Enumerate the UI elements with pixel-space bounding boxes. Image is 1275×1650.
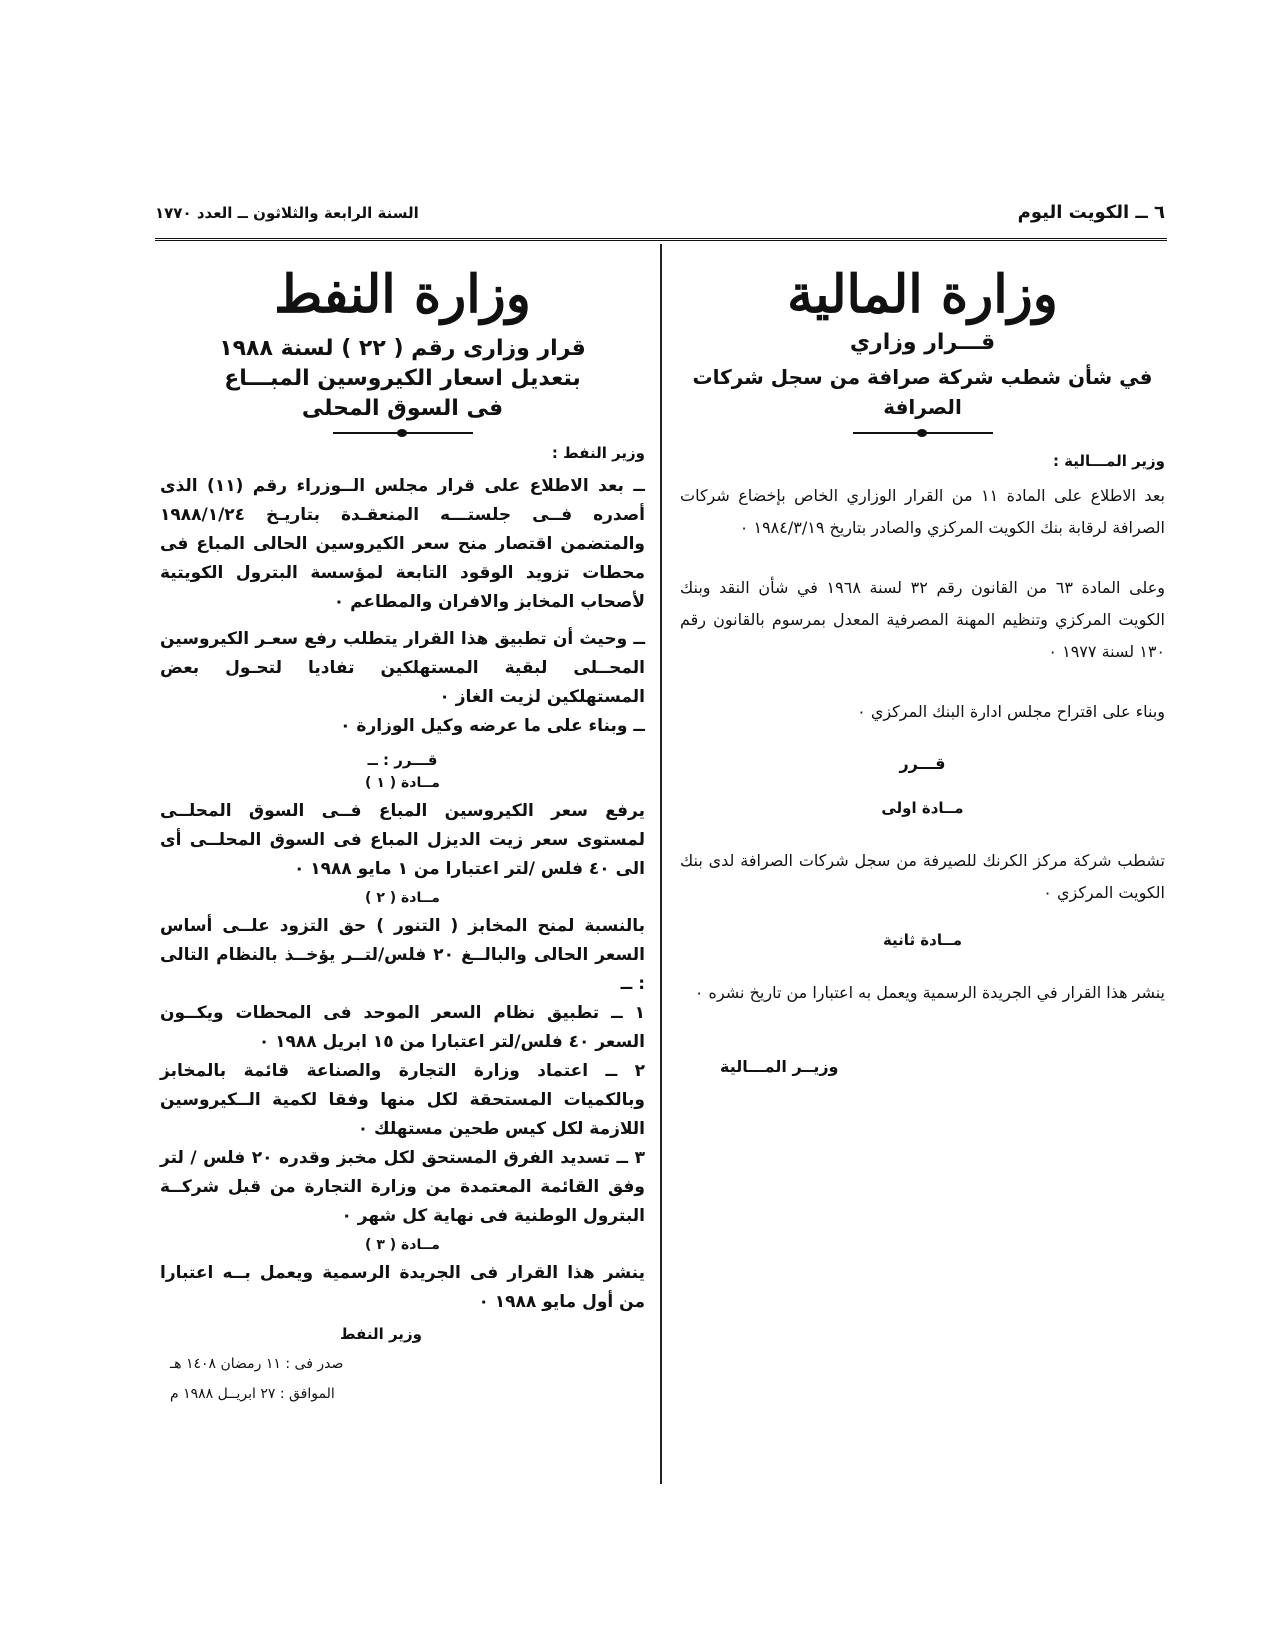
oil-subject-line-2: فى السوق المحلى [301,396,504,421]
oil-signature: وزير النفط [340,1325,422,1343]
finance-subject: في شأن شطب شركة صرافة من سجل شركات الصرافة [692,365,1153,419]
finance-paragraph-1: بعد الاطلاع على المادة ١١ من القرار الوزاري الخاص بإخضاع شركات الصرافة لرقابة بنك الكويت المركزي والصادر بتاريخ ١٩٨٤/٣/١٩ ٠ [680,486,1166,537]
header-rule [155,238,1167,241]
oil-item-2: ٢ ــ اعتماد وزارة التجارة والصناعة قائمة بالمخابز وبالكميات المستحقة لكل منها وفقا لكمية الــكيروسين اللازمة لكل كيس طحين مستهلك ٠ [160,1061,645,1139]
finance-decision-title: قـــرار وزاري [849,330,996,355]
finance-ministry-title: وزارة المالية [787,264,1058,325]
ornament-divider [853,432,993,434]
oil-subject-line-1: بتعديل اسعار الكيروسين المبـــاع [224,366,581,391]
ornament-divider [333,432,473,434]
column-divider [660,244,662,1484]
oil-issued-gregorian: الموافق : ٢٧ ابريــل ١٩٨٨ م [170,1386,335,1402]
finance-minister-heading: وزير المـــالية : [1052,452,1165,470]
oil-column [160,262,645,1409]
oil-paragraph-3: ــ وبناء على ما عرضه وكيل الوزارة ٠ [340,716,645,736]
finance-decide: قـــرر [899,754,946,773]
oil-article-3-title: مــادة ( ٣ ) [365,1237,440,1253]
oil-article-2-title: مــادة ( ٢ ) [365,890,440,906]
oil-minister-heading: وزير النفط : [551,444,645,462]
oil-article-2-text: بالنسبة لمنح المخابز ( التنور ) حق التزود علــى أساس السعر الحالى والبالــغ ٢٠ فلس/لتــر يؤخــذ بالنظام التالى : ــ [160,916,645,994]
page-header [155,198,1165,234]
finance-signature: وزيــر المـــالية [720,1057,839,1076]
oil-article-3-text: ينشر هذا القرار فى الجريدة الرسمية ويعمل بــه اعتبارا من أول مايو ١٩٨٨ ٠ [160,1263,645,1312]
finance-article-2-title: مــادة ثانية [882,931,963,949]
finance-paragraph-3: وبناء على اقتراح مجلس ادارة البنك المركزي ٠ [857,702,1165,721]
finance-column [680,262,1165,1076]
oil-item-1: ١ ــ تطبيق نظام السعر الموحد فى المحطات ويكــون السعر ٤٠ فلس/لتر اعتبارا من ١٥ ابريل ١٩٨٨ ٠ [160,1003,645,1052]
oil-paragraph-1: ــ بعد الاطلاع على قرار مجلس الــوزراء رقم (١١) الذى أصدره فــى جلستـــه المنعقـدة بتاريـخ ١٩٨٨/١/٢٤ والمتضمن اقتصار منح سعر الكيروسين الحالى المباع فى محطات تزويد الوقود التابعة لمؤسسة البترول الكويتية لأصحاب المخابز والافران والمطاعم ٠ [160,476,645,612]
oil-ministry-title: وزارة النفط [274,264,531,325]
oil-decide: قـــرر : ــ [367,751,438,769]
finance-article-1-title: مــادة اولى [881,799,964,817]
finance-article-2-text: ينشر هذا القرار في الجريدة الرسمية ويعمل به اعتبارا من تاريخ نشره ٠ [694,983,1165,1002]
finance-paragraph-2: وعلى المادة ٦٣ من القانون رقم ٣٢ لسنة ١٩٦٨ في شأن النقد وبنك الكويت المركزي وتنظيم المهنة المصرفية المعدل بمرسوم بالقانون رقم ١٣٠ لسنة ١٩٧٧ ٠ [680,578,1166,661]
page-label: ٦ ــ الكويت اليوم [1017,202,1165,223]
oil-article-1-text: يرفع سعر الكيروسين المباع فــى السوق المحلــى لمستوى سعر زيت الديزل المباع فى السوق المحلــى أى الى ٤٠ فلس /لتر اعتبارا من ١ مايو ١٩٨٨ ٠ [160,801,645,879]
oil-issued-hijri: صدر فى : ١١ رمضان ١٤٠٨ هـ [170,1356,344,1372]
finance-article-1-text: تشطب شركة مركز الكرنك للصيرفة من سجل شركات الصرافة لدى بنك الكويت المركزي ٠ [680,851,1165,902]
oil-decision-title: قرار وزارى رقم ( ٢٢ ) لسنة ١٩٨٨ [219,336,586,361]
oil-paragraph-2: ــ وحيث أن تطبيق هذا القرار يتطلب رفع سعـر الكيروسين المحــلى لبقية المستهلكين تفاديا لتحـول بعض المستهلكين لزيت الغاز ٠ [160,629,645,707]
issue-label: السنة الرابعة والثلاثون ــ العدد ١٧٧٠ [155,204,419,222]
oil-item-3: ٣ ــ تسديد الفرق المستحق لكل مخبز وقدره ٢٠ فلس / لتر وفق القائمة المعتمدة من وزارة التجارة من قبل شركــة البترول الوطنية فى نهاية كل شهر ٠ [160,1148,645,1226]
oil-article-1-title: مــادة ( ١ ) [365,775,440,791]
